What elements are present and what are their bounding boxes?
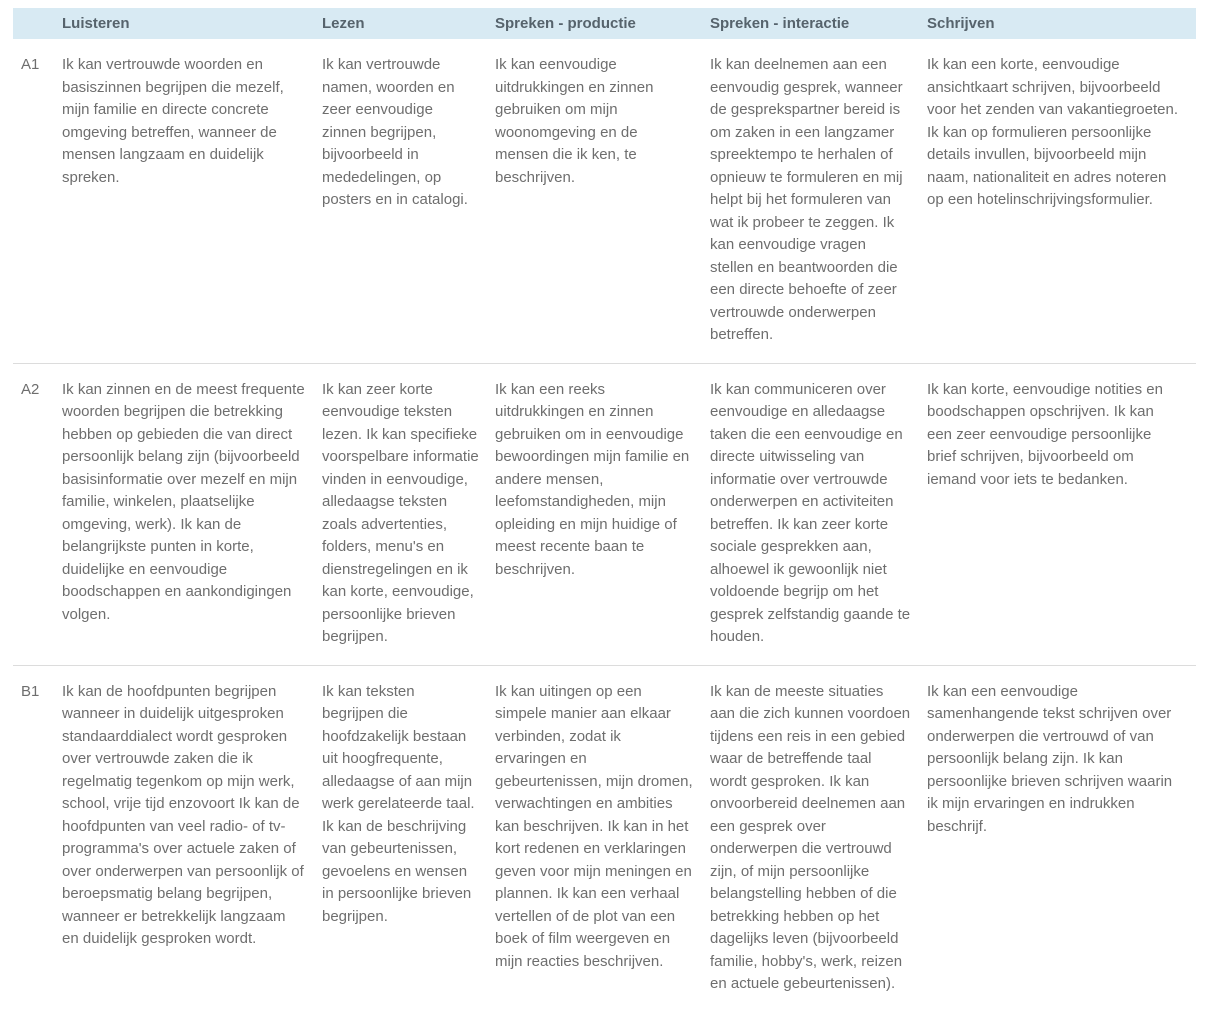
cefr-table <box>13 8 1196 1012</box>
cell-b1-spreken-interactie: Ik kan de meeste situaties aan die zich kunnen voordoen tijdens een reis in een gebied waar de betreffende taal wordt gesproken. Ik kan onvoorbereid deelnemen aan een gesprek over onderwerpen die vertrouwd zijn, of mijn persoonlijke belangstelling hebben of die betrekking hebben op het dagelijks leven (bijvoorbeeld familie, hobby's, werk, reizen en actuele gebeurtenissen). <box>710 665 927 1012</box>
cell-b1-schrijven: Ik kan een eenvoudige samenhangende tekst schrijven over onderwerpen die vertrouwd of van persoonlijk belang zijn. Ik kan persoonlijke brieven schrijven waarin ik mijn ervaringen en indrukken beschrijf. <box>927 665 1196 1012</box>
cell-a1-luisteren: Ik kan vertrouwde woorden en basiszinnen begrijpen die mezelf, mijn familie en directe concrete omgeving betreffen, wanneer de mensen langzaam en duidelijk spreken. <box>62 56 284 186</box>
cell-a2-spreken-interactie: Ik kan communiceren over eenvoudige en alledaagse taken die een eenvoudige en directe uitwisseling van informatie over vertrouwde onderwerpen en activiteiten betreffen. Ik kan zeer korte sociale gesprekken aan, alhoewel ik gewoonlijk niet voldoende begrijp om het gesprek zelfstandig gaande te houden. <box>710 363 927 665</box>
cell-a2-luisteren: Ik kan zinnen en de meest frequente woorden begrijpen die betrekking hebben op gebieden die van direct persoonlijk belang zijn (bijvoorbeeld basisinformatie over mezelf en mijn familie, winkelen, plaatselijke omgeving, werk). Ik kan de belangrijkste punten in korte, duidelijke en eenvoudige boodschappen en aankondigingen volgen. <box>62 363 322 665</box>
header-row <box>13 8 1196 39</box>
level-label-a1: A1 <box>21 56 40 73</box>
cell-a1-spreken-productie: Ik kan eenvoudige uitdrukkingen en zinnen gebruiken om mijn woonomgeving en de mensen die ik ken, te beschrijven. <box>495 56 654 186</box>
cell-a1-schrijven: Ik kan een korte, eenvoudige ansichtkaart schrijven, bijvoorbeeld voor het zenden van vakantiegroeten. Ik kan op formulieren persoonlijke details invullen, bijvoorbeeld mijn naam, nationaliteit en adres noteren op een hotelinschrijvingsformulier. <box>927 56 1179 208</box>
column-header-spreken-interactie: Spreken - interactie <box>710 8 927 39</box>
table-row-a1 <box>13 39 1196 363</box>
cell-b1-luisteren: Ik kan de hoofdpunten begrijpen wanneer in duidelijk uitgesproken standaarddialect wordt gesproken over vertrouwde zaken die ik regelmatig tegenkom op mijn werk, school, vrije tijd enzovoort Ik kan de hoofdpunten van veel radio- of tv-programma's over actuele zaken of over onderwerpen van persoonlijk of beroepsmatig belang begrijpen, wanneer er betrekkelijk langzaam en duidelijk gesproken wordt. <box>62 665 322 1012</box>
column-header-spreken-productie: Spreken - productie <box>495 8 710 39</box>
column-header-luisteren: Luisteren <box>62 8 322 39</box>
table-row-a2 <box>13 363 1196 665</box>
cell-a2-lezen: Ik kan zeer korte eenvoudige teksten lezen. Ik kan specifieke voorspelbare informatie vinden in eenvoudige, alledaagse teksten zoals advertenties, folders, menu's en dienstregelingen en ik kan korte, eenvoudige, persoonlijke brieven begrijpen. <box>322 363 495 665</box>
cell-a2-schrijven: Ik kan korte, eenvoudige notities en boodschappen opschrijven. Ik kan een zeer eenvoudige persoonlijke brief schrijven, bijvoorbeeld om iemand voor iets te bedanken. <box>927 363 1196 665</box>
cell-a1-spreken-interactie: Ik kan deelnemen aan een eenvoudig gesprek, wanneer de gesprekspartner bereid is om zaken in een langzamer spreektempo te herhalen of opnieuw te formuleren en mij helpt bij het formuleren van wat ik probeer te zeggen. Ik kan eenvoudige vragen stellen en beantwoorden die een directe behoefte of zeer vertrouwde onderwerpen betreffen. <box>710 56 903 343</box>
cell-a1-lezen: Ik kan vertrouwde namen, woorden en zeer eenvoudige zinnen begrijpen, bijvoorbeeld in mededelingen, op posters en in catalogi. <box>322 56 468 208</box>
cell-b1-lezen: Ik kan teksten begrijpen die hoofdzakelijk bestaan uit hoogfrequente, alledaagse of aan mijn werk gerelateerde taal. Ik kan de beschrijving van gebeurtenissen, gevoelens en wensen in persoonlijke brieven begrijpen. <box>322 665 495 1012</box>
column-header-schrijven: Schrijven <box>927 8 1196 39</box>
cell-b1-spreken-productie: Ik kan uitingen op een simpele manier aan elkaar verbinden, zodat ik ervaringen en gebeurtenissen, mijn dromen, verwachtingen en ambities kan beschrijven. Ik kan in het kort redenen en verklaringen geven voor mijn meningen en plannen. Ik kan een verhaal vertellen of de plot van een boek of film weergeven en mijn reacties beschrijven. <box>495 665 710 1012</box>
table-row-b1 <box>13 665 1196 1012</box>
column-header-lezen: Lezen <box>322 8 495 39</box>
level-label-b1: B1 <box>13 665 62 1012</box>
column-header-level <box>13 8 62 39</box>
cell-a2-spreken-productie: Ik kan een reeks uitdrukkingen en zinnen gebruiken om in eenvoudige bewoordingen mijn familie en andere mensen, leefomstandigheden, mijn opleiding en mijn huidige of meest recente baan te beschrijven. <box>495 363 710 665</box>
level-label-a2: A2 <box>13 363 62 665</box>
